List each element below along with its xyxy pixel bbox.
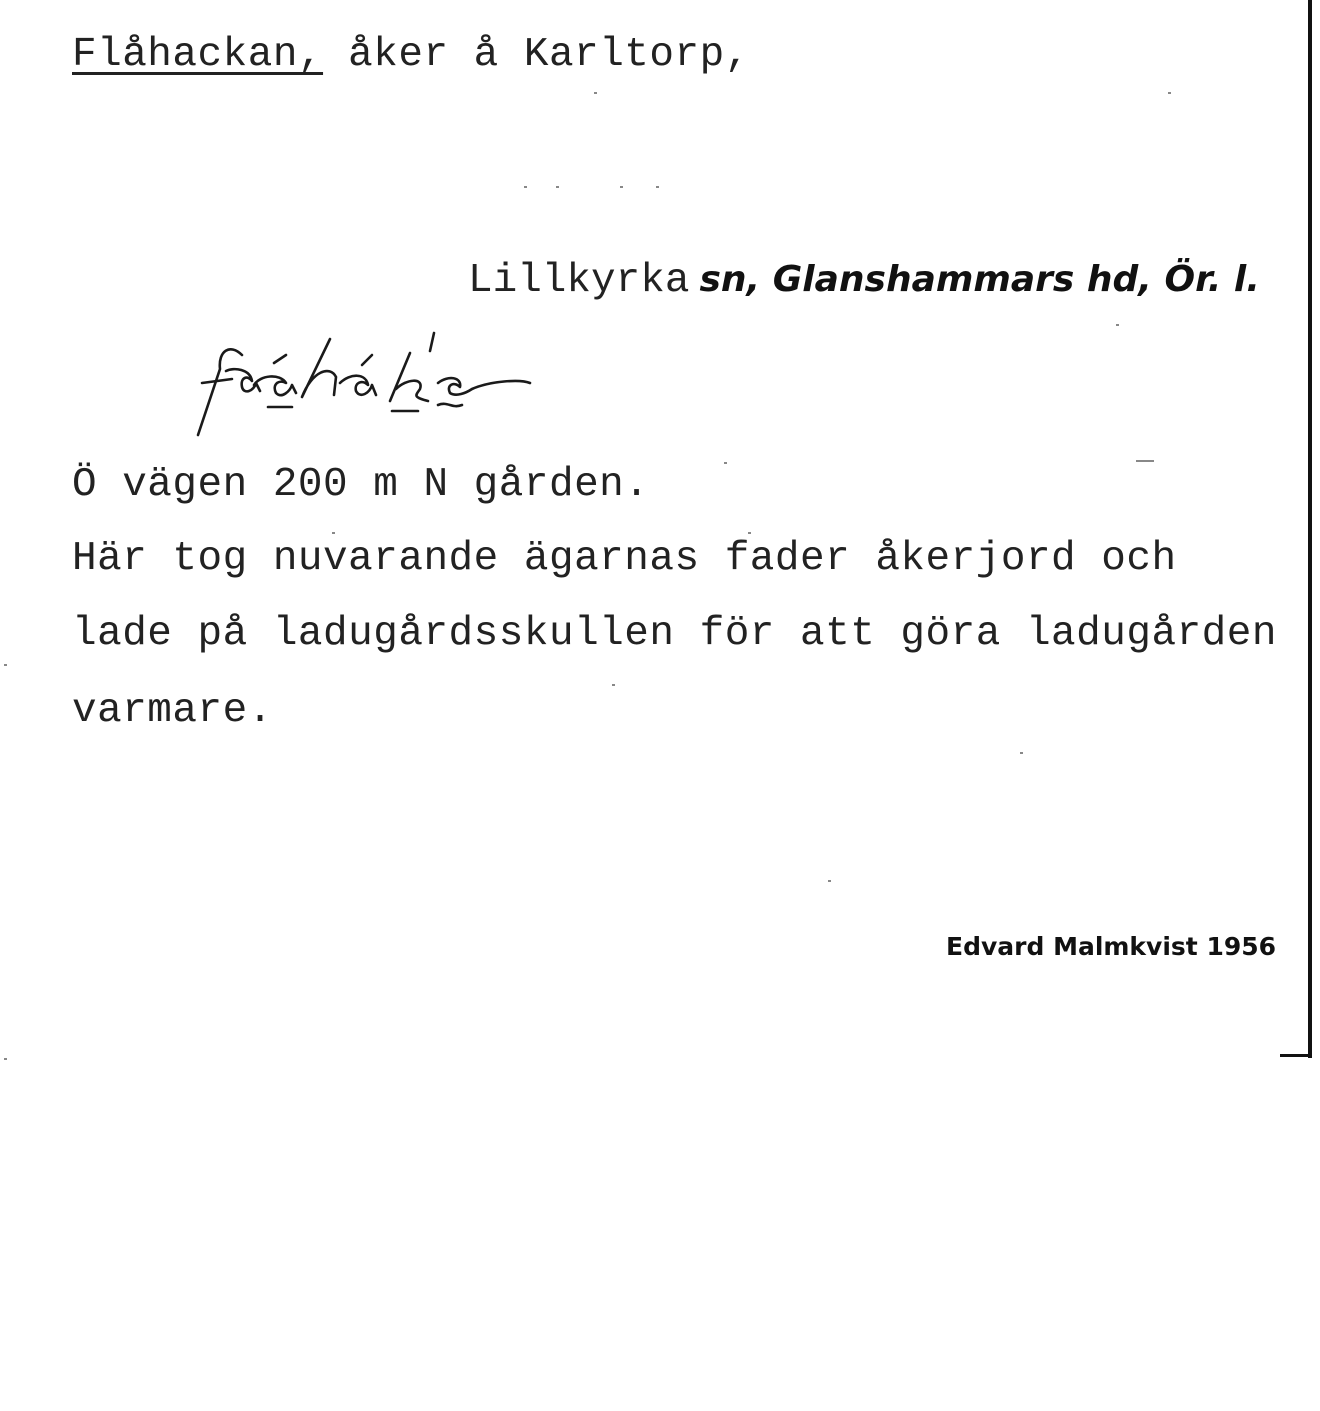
card-edge-line xyxy=(1308,0,1312,1058)
headword: Flåhackan, xyxy=(72,32,324,78)
scan-speck xyxy=(1020,752,1023,754)
scan-speck xyxy=(1116,324,1119,326)
signature: Edvard Malmkvist 1956 xyxy=(946,932,1277,961)
scan-speck xyxy=(4,1058,7,1060)
scan-speck xyxy=(524,186,527,188)
scan-speck xyxy=(556,186,559,188)
handwritten-pronunciation xyxy=(190,325,600,445)
scan-speck xyxy=(1136,460,1154,462)
body-line-2: Här tog nuvarande ägarnas fader åkerjord och xyxy=(72,536,1177,582)
scan-speck xyxy=(828,880,831,882)
location-line xyxy=(468,258,1260,304)
body-line-3: lade på ladugårdsskullen för att göra ladugården xyxy=(72,611,1277,657)
body-line-4: varmare. xyxy=(72,688,273,734)
scan-speck xyxy=(594,92,597,94)
scan-speck xyxy=(1168,92,1171,94)
scan-speck xyxy=(620,186,623,188)
pronunciation-drawing xyxy=(190,325,600,440)
card-edge-corner xyxy=(1280,1054,1312,1057)
printed-location-label: sn, Glanshammars hd, Ör. l. xyxy=(699,259,1260,300)
scan-speck xyxy=(656,186,659,188)
scan-speck xyxy=(612,684,615,686)
card-heading xyxy=(72,32,750,78)
scan-speck xyxy=(332,532,335,534)
parish-name: Lillkyrka xyxy=(468,258,690,304)
heading-description: åker å Karltorp, xyxy=(323,32,750,78)
scan-speck xyxy=(4,664,7,666)
body-line-1: Ö vägen 200 m N gården. xyxy=(72,462,650,508)
scan-speck xyxy=(724,462,727,464)
scan-speck xyxy=(748,532,751,534)
